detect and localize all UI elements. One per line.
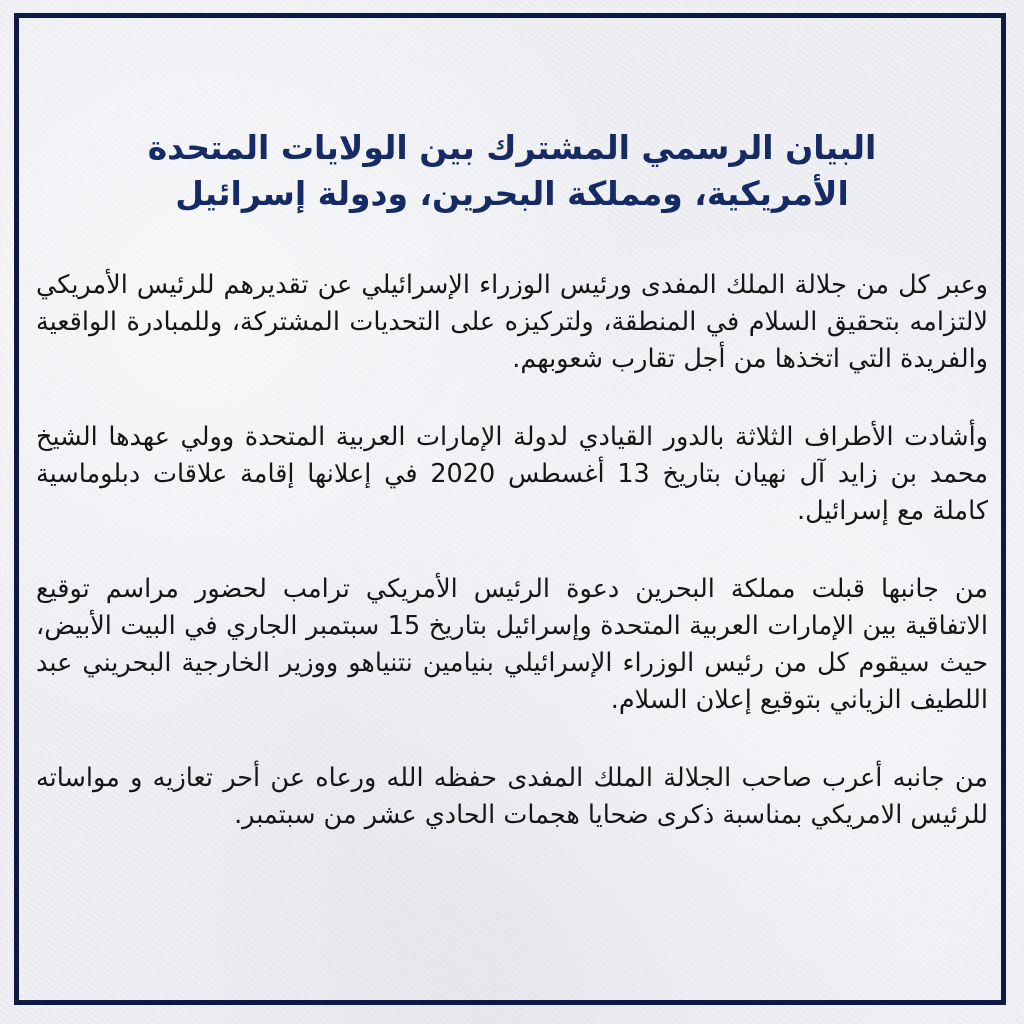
paragraph-signing-ceremony: من جانبها قبلت مملكة البحرين دعوة الرئيس الأمريكي ترامب لحضور مراسم توقيع الاتفاقية بين الإمارات العربية المتحدة وإسرائيل بتاريخ 15 سبتمبر الجاري في البيت الأبيض، حيث سيقوم كل من رئيس الوزراء الإسرائيلي بنيامين نتنياهو ووزير الخارجية البحريني عبد اللطيف الزياني بتوقيع إعلان السلام. (36, 574, 988, 715)
paragraph-uae-praise: وأشادت الأطراف الثلاثة بالدور القيادي لدولة الإمارات العربية المتحدة وولي عهدها الشيخ محمد بن زايد آل نهيان بتاريخ 13 أغسطس 2020 في إعلانها إقامة علاقات دبلوماسية كاملة مع إسرائيل. (36, 422, 988, 526)
paragraph-appreciation: وعبر كل من جلالة الملك المفدى ورئيس الوزراء الإسرائيلي عن تقديرهم للرئيس الأمريكي لالتزامه بتحقيق السلام في المنطقة، ولتركيزه على التحديات المشتركة، وللمبادرة الواقعية والفريدة التي اتخذها من أجل تقارب شعوبهم. (36, 270, 988, 374)
title-line-2: الأمريكية، ومملكة البحرين، ودولة إسرائيل (175, 174, 849, 213)
document-title (36, 125, 988, 217)
statement-document (36, 125, 988, 875)
paragraph-condolences: من جانبه أعرب صاحب الجلالة الملك المفدى حفظه الله ورعاه عن أحر تعازيه و مواساته للرئيس الامريكي بمناسبة ذكرى ضحايا هجمات الحادي عشر من سبتمبر. (36, 763, 988, 830)
title-line-1: البيان الرسمي المشترك بين الولايات المتحدة (147, 128, 877, 167)
